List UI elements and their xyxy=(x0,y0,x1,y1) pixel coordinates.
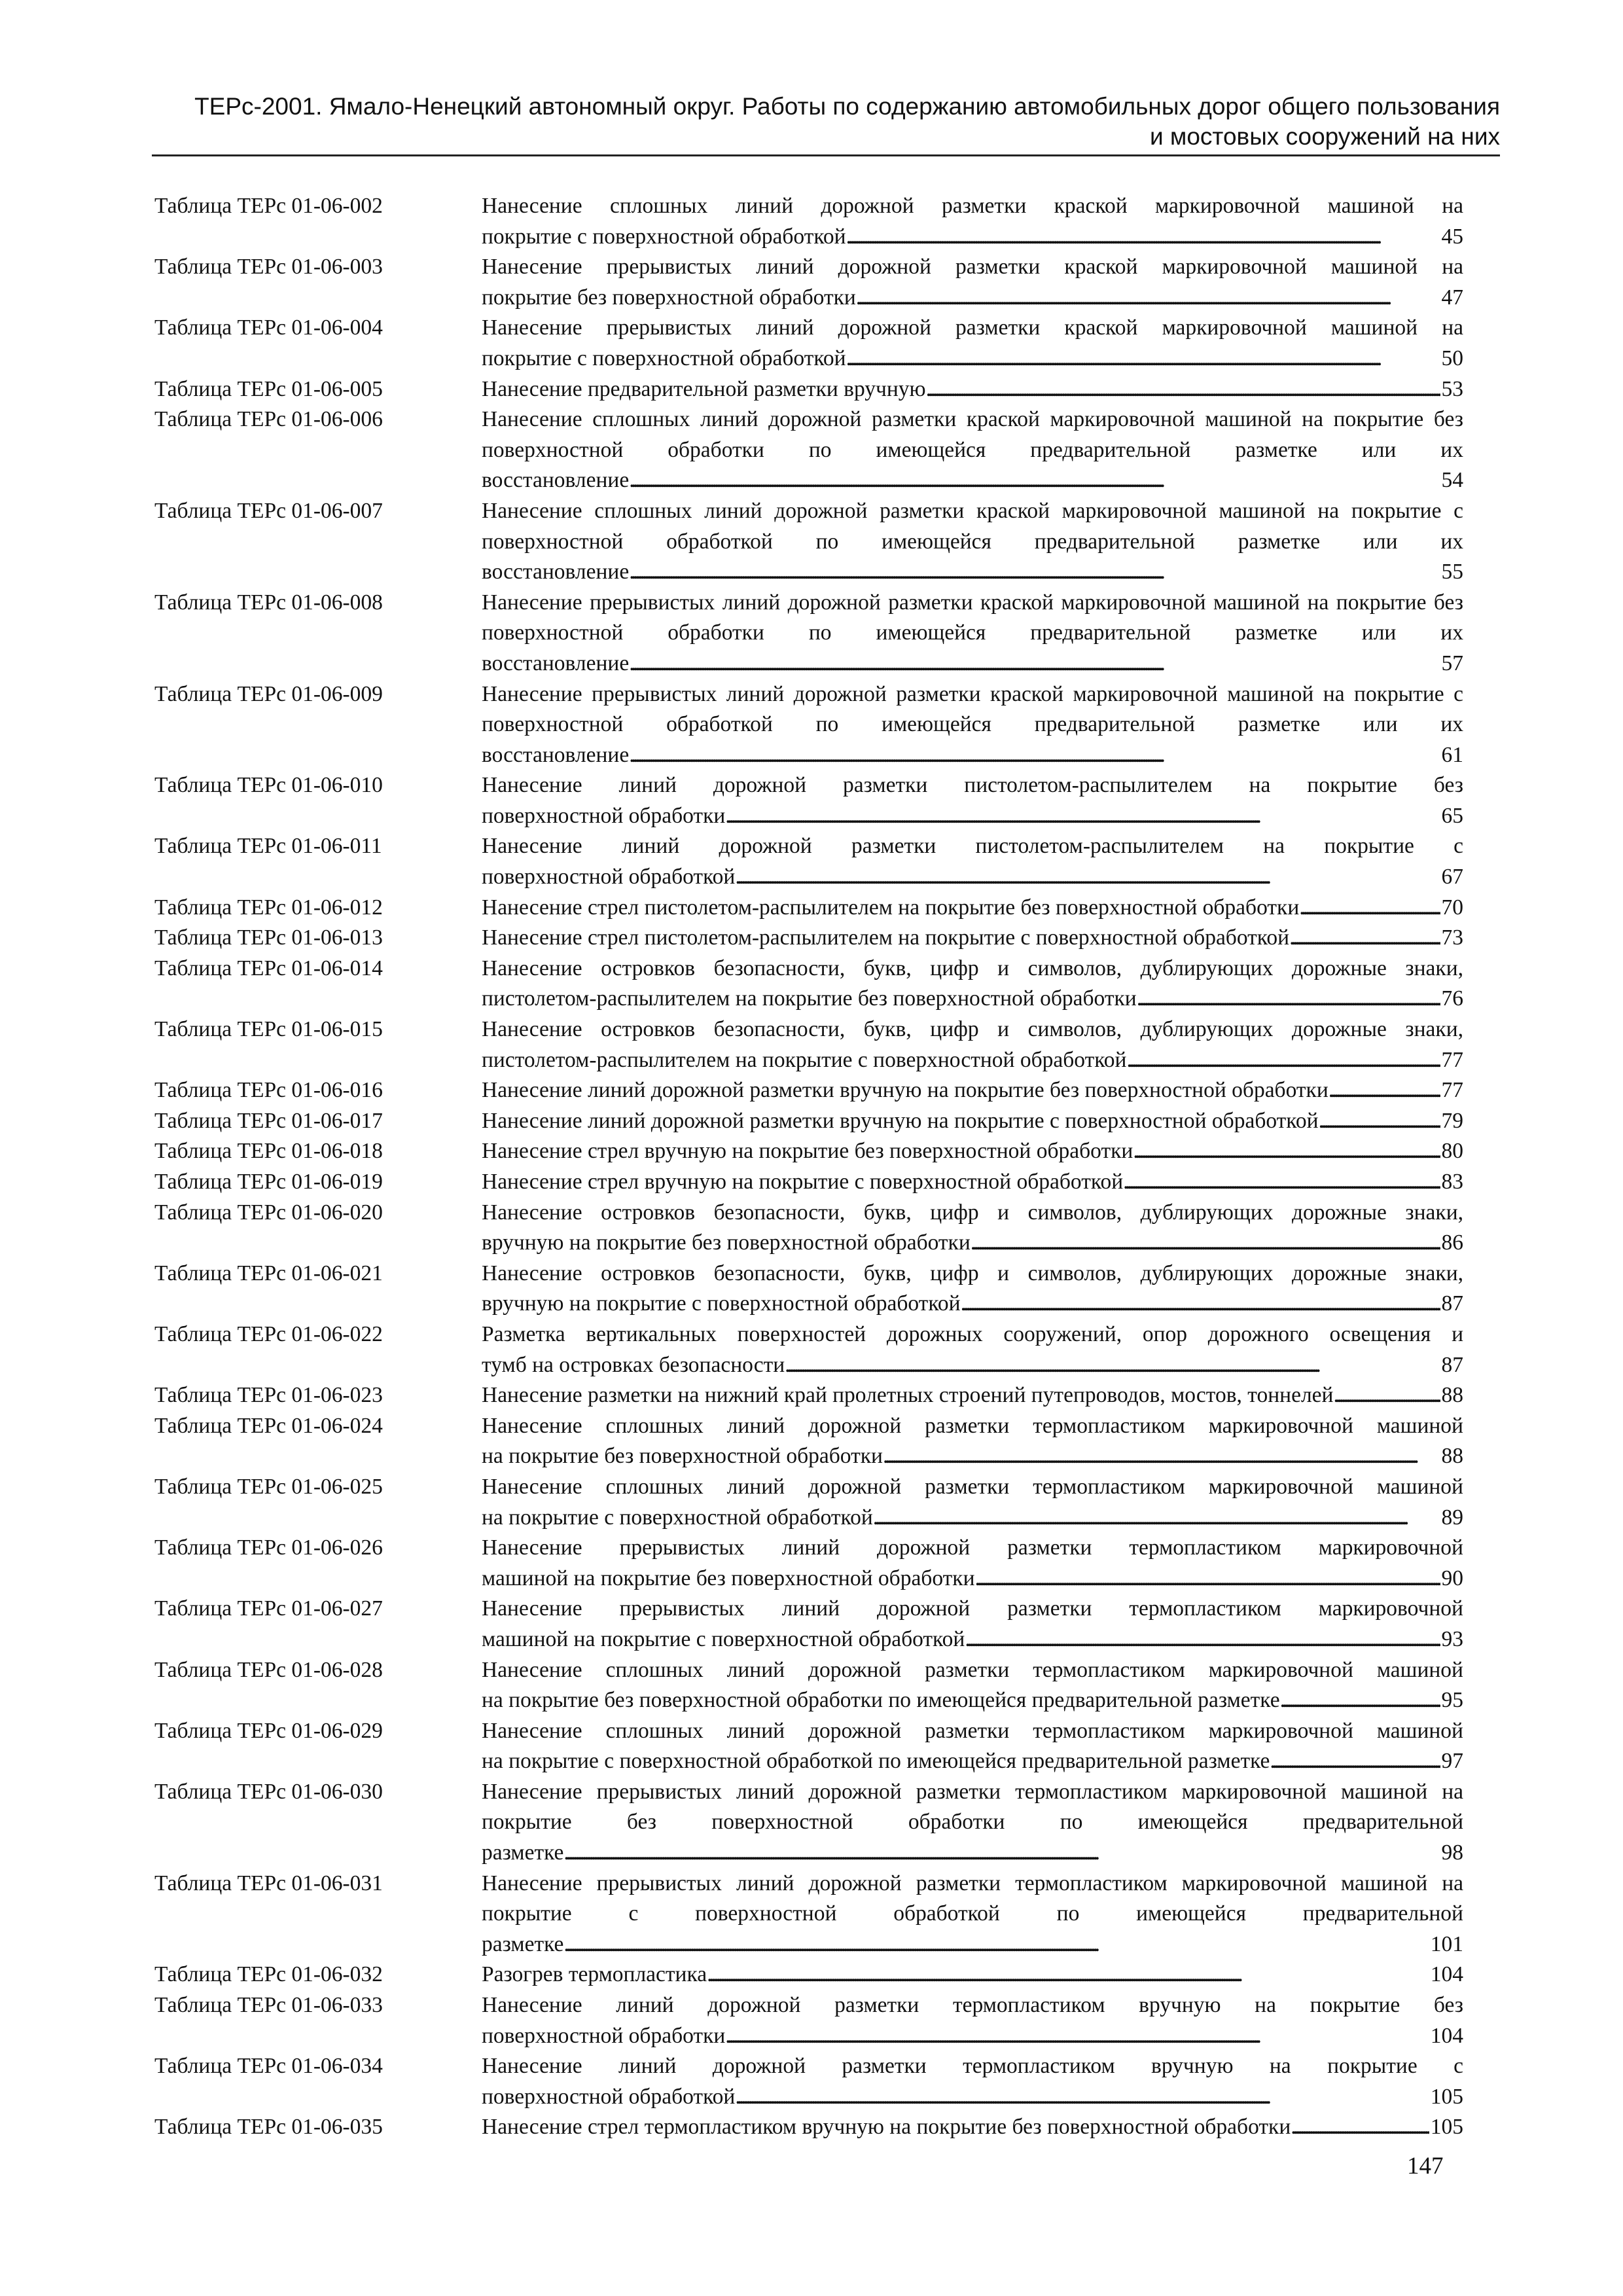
toc-entry-title xyxy=(482,1411,1463,1472)
toc-entry-code: Таблица ТЕРс 01-06-030 xyxy=(154,1779,383,1804)
toc-entry[interactable] xyxy=(154,1472,1463,1533)
dot-leader xyxy=(873,1503,1440,1534)
toc-entry[interactable] xyxy=(154,1198,1463,1259)
toc-entry-page[interactable]: 45 xyxy=(1441,224,1463,249)
toc-entry[interactable] xyxy=(154,1380,1463,1411)
dot-leader xyxy=(735,862,1440,893)
toc-entry-title xyxy=(482,1472,1463,1533)
toc-entry-title xyxy=(482,1106,1463,1137)
toc-entry-title-lead: Нанесение прерывистых линий дорожной разметки термопластиком маркировочной машиной на покрытие без поверхностной обработки по имеющейся предварительной xyxy=(482,1779,1463,1835)
toc-entry-title-last: Нанесение стрел вручную на покрытие с поверхностной обработкой xyxy=(482,1170,1124,1194)
toc-entry-code: Таблица ТЕРс 01-06-017 xyxy=(154,1108,383,1133)
toc-entry-code: Таблица ТЕРс 01-06-015 xyxy=(154,1017,383,1042)
toc-entry-title-lead: Разметка вертикальных поверхностей дорожных сооружений, опор дорожного освещения и xyxy=(482,1321,1463,1346)
toc-entry-code: Таблица ТЕРс 01-06-002 xyxy=(154,194,383,218)
toc-entry-title xyxy=(482,2051,1463,2112)
toc-entry-title-last: машиной на покрытие с поверхностной обработкой xyxy=(482,1626,965,1651)
toc-entry-code: Таблица ТЕРс 01-06-034 xyxy=(154,2054,383,2079)
toc-entry[interactable] xyxy=(154,1777,1463,1869)
toc-entry-page[interactable]: 97 xyxy=(1441,1749,1463,1774)
toc-entry-title-lead: Нанесение линий дорожной разметки пистолетом-распылителем на покрытие без xyxy=(482,773,1463,798)
toc-entry-code: Таблица ТЕРс 01-06-026 xyxy=(154,1535,383,1560)
toc-entry-page[interactable]: 104 xyxy=(1430,1962,1463,1987)
toc-entry-leader-line xyxy=(482,1960,1463,1990)
toc-entry[interactable] xyxy=(154,923,1463,954)
toc-entry-title-last: на покрытие без поверхностной обработки по имеющейся предварительной разметке xyxy=(482,1688,1280,1713)
toc-entry-page[interactable]: 79 xyxy=(1441,1108,1463,1133)
toc-entry-title-lead: Нанесение прерывистых линий дорожной разметки краской маркировочной машиной на xyxy=(482,255,1463,279)
toc-entry-code: Таблица ТЕРс 01-06-023 xyxy=(154,1383,383,1408)
toc-entry-title xyxy=(482,313,1463,374)
toc-entry-page[interactable]: 76 xyxy=(1441,986,1463,1011)
toc-entry-code: Таблица ТЕРс 01-06-020 xyxy=(154,1200,383,1225)
toc-entry-page[interactable]: 104 xyxy=(1430,2023,1463,2048)
header-line-1: ТЕРс-2001. Ямало-Ненецкий автономный округ. Работы по содержанию автомобильных дорог общего пользования xyxy=(194,93,1500,120)
toc-entry-title-last: тумб на островках безопасности xyxy=(482,1352,785,1377)
dot-leader xyxy=(563,1929,1429,1960)
toc-entry-code: Таблица ТЕРс 01-06-007 xyxy=(154,498,383,523)
toc-entry-title xyxy=(482,588,1463,679)
toc-entry-leader-line xyxy=(482,1380,1463,1411)
toc-entry-title-last: пистолетом-распылителем на покрытие без поверхностной обработки xyxy=(482,986,1137,1011)
toc-entry[interactable] xyxy=(154,1075,1463,1106)
toc-entry-title xyxy=(482,770,1463,831)
toc-entry-title-lead: Нанесение линий дорожной разметки термопластиком вручную на покрытие без xyxy=(482,1993,1463,2018)
toc-entry-title xyxy=(482,1777,1463,1869)
dot-leader xyxy=(629,740,1440,771)
toc-entry-title xyxy=(482,1960,1463,1990)
dot-leader xyxy=(1319,1106,1440,1137)
toc-entry[interactable] xyxy=(154,1167,1463,1198)
dot-leader xyxy=(961,1289,1440,1319)
dot-leader xyxy=(1280,1685,1440,1716)
toc-entry-title-last: Нанесение линий дорожной разметки вручную на покрытие с поверхностной обработкой xyxy=(482,1108,1319,1133)
toc-entry-title-last: поверхностной обработки xyxy=(482,2023,726,2048)
toc-entry-title-last: вручную на покрытие без поверхностной обработки xyxy=(482,1230,971,1255)
toc-entry-title-last: машиной на покрытие без поверхностной обработки xyxy=(482,1566,975,1590)
toc-entry-code: Таблица ТЕРс 01-06-009 xyxy=(154,681,383,706)
toc-entry-leader-line xyxy=(482,1289,1463,1319)
toc-entry-leader-line xyxy=(482,893,1463,924)
toc-entry-title xyxy=(482,1259,1463,1319)
toc-entry-title-last: разметке xyxy=(482,1931,564,1956)
toc-entry[interactable] xyxy=(154,1411,1463,1472)
toc-entry-page[interactable]: 90 xyxy=(1441,1566,1463,1590)
toc-entry-leader-line xyxy=(482,344,1463,374)
toc-entry-title xyxy=(482,496,1463,588)
toc-entry-title-last: восстановление xyxy=(482,560,630,584)
toc-entry-title-lead: Нанесение островков безопасности, букв, цифр и символов, дублирующих дорожные знаки, xyxy=(482,1017,1463,1042)
toc-entry-title-lead: Нанесение сплошных линий дорожной разметки термопластиком маркировочной машиной xyxy=(482,1474,1463,1499)
toc-entry-title-lead: Нанесение сплошных линий дорожной разметки краской маркировочной машиной на покрытие без поверхностной обработки по имеющейся предварительной разметке или их xyxy=(482,407,1463,462)
toc-entry-code: Таблица ТЕРс 01-06-008 xyxy=(154,590,383,615)
dot-leader xyxy=(725,2021,1429,2052)
dot-leader xyxy=(1289,923,1440,954)
toc-entry-title-last: на покрытие без поверхностной обработки xyxy=(482,1444,883,1469)
toc-entry-code: Таблица ТЕРс 01-06-032 xyxy=(154,1962,383,1987)
toc-entry-title-last: пистолетом-распылителем на покрытие с поверхностной обработкой xyxy=(482,1047,1127,1072)
toc-entry[interactable] xyxy=(154,1533,1463,1594)
toc-entry-title-lead: Нанесение островков безопасности, букв, цифр и символов, дублирующих дорожные знаки, xyxy=(482,956,1463,980)
toc-entry-title xyxy=(482,1014,1463,1075)
toc-entry-title-lead: Нанесение сплошных линий дорожной разметки термопластиком маркировочной машиной xyxy=(482,1413,1463,1438)
dot-leader xyxy=(926,374,1440,405)
toc-entry[interactable] xyxy=(154,404,1463,496)
toc-entry[interactable] xyxy=(154,191,1463,252)
dot-leader xyxy=(735,2082,1429,2113)
toc-entry-code: Таблица ТЕРс 01-06-033 xyxy=(154,1993,383,2018)
toc-entry-title-last: покрытие с поверхностной обработкой xyxy=(482,224,846,249)
toc-entry[interactable] xyxy=(154,313,1463,374)
toc-entry-code: Таблица ТЕРс 01-06-025 xyxy=(154,1474,383,1499)
toc-entry-title-last: вручную на покрытие с поверхностной обработкой xyxy=(482,1291,961,1316)
toc-entry-title xyxy=(482,954,1463,1014)
dot-leader xyxy=(1127,1045,1440,1076)
toc-entry[interactable] xyxy=(154,1259,1463,1319)
toc-entry-page[interactable]: 57 xyxy=(1441,651,1463,675)
toc-entry-title-last: восстановление xyxy=(482,651,630,675)
toc-entry-title xyxy=(482,831,1463,892)
toc-entry-leader-line xyxy=(482,1441,1463,1472)
toc-entry-leader-line xyxy=(482,1746,1463,1777)
toc-entry-leader-line xyxy=(482,557,1463,588)
toc-entry-leader-line xyxy=(482,1685,1463,1716)
toc-entry[interactable] xyxy=(154,1319,1463,1380)
toc-entry-page[interactable]: 95 xyxy=(1441,1688,1463,1713)
toc-entry-title-last: поверхностной обработкой xyxy=(482,865,736,889)
toc-entry-page[interactable]: 53 xyxy=(1441,376,1463,401)
toc-entry-page[interactable]: 61 xyxy=(1441,742,1463,767)
toc-entry[interactable] xyxy=(154,1990,1463,2051)
toc-entry[interactable] xyxy=(154,954,1463,1014)
toc-entry-page[interactable]: 80 xyxy=(1441,1139,1463,1164)
toc-entry-title-lead: Нанесение линий дорожной разметки термопластиком вручную на покрытие с xyxy=(482,2054,1463,2079)
toc-entry-leader-line xyxy=(482,1075,1463,1106)
toc-entry[interactable] xyxy=(154,1594,1463,1655)
toc-entry-title-last: Нанесение разметки на нижний край пролетных строений путепроводов, мостов, тоннелей xyxy=(482,1383,1334,1408)
toc-entry-leader-line xyxy=(482,222,1463,253)
toc-entry-code: Таблица ТЕРс 01-06-003 xyxy=(154,255,383,279)
toc-entry-title-lead: Нанесение островков безопасности, букв, цифр и символов, дублирующих дорожные знаки, xyxy=(482,1200,1463,1225)
toc-entry[interactable] xyxy=(154,1960,1463,1990)
toc-entry-code: Таблица ТЕРс 01-06-012 xyxy=(154,895,383,920)
toc-entry-page[interactable]: 83 xyxy=(1441,1170,1463,1194)
toc-entry[interactable] xyxy=(154,252,1463,313)
toc-entry-title-lead: Нанесение прерывистых линий дорожной разметки термопластиком маркировочной машиной на покрытие с поверхностной обработкой по имеющейся предварительной xyxy=(482,1871,1463,1926)
toc-entry-leader-line xyxy=(482,1228,1463,1259)
toc-entry[interactable] xyxy=(154,588,1463,679)
toc-entry-code: Таблица ТЕРс 01-06-018 xyxy=(154,1139,383,1164)
dot-leader xyxy=(856,283,1440,314)
dot-leader xyxy=(846,222,1440,253)
toc-entry[interactable] xyxy=(154,1716,1463,1777)
toc-entry-code: Таблица ТЕРс 01-06-005 xyxy=(154,376,383,401)
toc-entry-page[interactable]: 89 xyxy=(1441,1505,1463,1530)
toc-entry[interactable] xyxy=(154,679,1463,771)
toc-entry[interactable] xyxy=(154,2112,1463,2143)
toc-entry-title-lead: Нанесение прерывистых линий дорожной разметки краской маркировочной машиной на покрытие с поверхностной обработкой по имеющейся предварительной разметке или их xyxy=(482,681,1463,737)
toc-entry-title xyxy=(482,1716,1463,1777)
toc-entry-title xyxy=(482,404,1463,496)
toc-entry-leader-line xyxy=(482,1929,1463,1960)
table-of-contents xyxy=(154,191,1463,2143)
toc-entry-title xyxy=(482,1167,1463,1198)
toc-entry-code: Таблица ТЕРс 01-06-019 xyxy=(154,1170,383,1194)
toc-entry-title-last: Нанесение линий дорожной разметки вручную на покрытие без поверхностной обработки xyxy=(482,1078,1329,1103)
toc-entry-leader-line xyxy=(482,1624,1463,1655)
toc-entry-code: Таблица ТЕРс 01-06-016 xyxy=(154,1078,383,1103)
toc-entry-leader-line xyxy=(482,1045,1463,1076)
toc-entry-leader-line xyxy=(482,984,1463,1014)
toc-entry-title-last: Нанесение стрел термопластиком вручную на покрытие без поверхностной обработки xyxy=(482,2115,1291,2140)
toc-entry-leader-line xyxy=(482,1167,1463,1198)
toc-entry-leader-line xyxy=(482,2021,1463,2052)
dot-leader xyxy=(629,465,1440,496)
toc-entry-code: Таблица ТЕРс 01-06-035 xyxy=(154,2115,383,2140)
dot-leader xyxy=(785,1350,1440,1381)
toc-entry-title-lead: Нанесение прерывистых линий дорожной разметки краской маркировочной машиной на xyxy=(482,315,1463,340)
toc-entry-code: Таблица ТЕРс 01-06-022 xyxy=(154,1321,383,1346)
toc-entry-title-lead: Нанесение прерывистых линий дорожной разметки термопластиком маркировочной xyxy=(482,1596,1463,1621)
toc-entry-leader-line xyxy=(482,862,1463,893)
toc-entry-title-lead: Нанесение сплошных линий дорожной разметки краской маркировочной машиной на покрытие с поверхностной обработкой по имеющейся предварительной разметке или их xyxy=(482,498,1463,554)
toc-entry-title xyxy=(482,1136,1463,1167)
toc-entry-page[interactable]: 88 xyxy=(1441,1383,1463,1408)
header-line-2: и мостовых сооружений на них xyxy=(1149,123,1500,150)
toc-entry-leader-line xyxy=(482,923,1463,954)
toc-entry-title-lead: Нанесение островков безопасности, букв, цифр и символов, дублирующих дорожные знаки, xyxy=(482,1261,1463,1285)
toc-entry-title xyxy=(482,2112,1463,2143)
toc-entry-title xyxy=(482,1198,1463,1259)
toc-entry[interactable] xyxy=(154,496,1463,588)
toc-entry-title xyxy=(482,923,1463,954)
toc-entry-title-lead: Нанесение сплошных линий дорожной разметки термопластиком маркировочной машиной xyxy=(482,1657,1463,1682)
toc-entry-page[interactable]: 50 xyxy=(1441,346,1463,370)
toc-entry-code: Таблица ТЕРс 01-06-029 xyxy=(154,1718,383,1743)
toc-entry[interactable] xyxy=(154,1869,1463,1960)
toc-entry-page[interactable]: 105 xyxy=(1430,2084,1463,2109)
toc-entry-title xyxy=(482,1594,1463,1655)
dot-leader xyxy=(707,1960,1429,1990)
toc-entry-title xyxy=(482,191,1463,252)
toc-entry-title-last: Разогрев термопластика xyxy=(482,1962,707,1987)
toc-entry-code: Таблица ТЕРс 01-06-021 xyxy=(154,1261,383,1285)
toc-entry-page[interactable]: 77 xyxy=(1441,1047,1463,1072)
toc-entry-title-last: разметке xyxy=(482,1840,564,1865)
dot-leader xyxy=(1270,1746,1440,1777)
toc-entry-code: Таблица ТЕРс 01-06-013 xyxy=(154,925,383,950)
toc-entry-title-last: на покрытие с поверхностной обработкой xyxy=(482,1505,873,1530)
toc-entry-title-last: покрытие без поверхностной обработки xyxy=(482,285,856,310)
toc-entry-leader-line xyxy=(482,465,1463,496)
toc-entry-title-lead: Нанесение сплошных линий дорожной разметки краской маркировочной машиной на xyxy=(482,194,1463,218)
toc-entry[interactable] xyxy=(154,770,1463,831)
toc-entry-page[interactable]: 47 xyxy=(1441,285,1463,310)
toc-entry-title-last: покрытие с поверхностной обработкой xyxy=(482,346,846,370)
toc-entry-title xyxy=(482,1075,1463,1106)
toc-entry-leader-line xyxy=(482,740,1463,771)
toc-entry-page[interactable]: 77 xyxy=(1441,1078,1463,1103)
toc-entry-title-last: поверхностной обработки xyxy=(482,803,726,828)
toc-entry-leader-line xyxy=(482,1503,1463,1534)
toc-entry-code: Таблица ТЕРс 01-06-011 xyxy=(154,834,382,859)
toc-entry-leader-line xyxy=(482,1136,1463,1167)
toc-entry-title-last: Нанесение стрел вручную на покрытие без поверхностной обработки xyxy=(482,1139,1133,1164)
toc-entry-title xyxy=(482,1319,1463,1380)
toc-entry-page[interactable]: 65 xyxy=(1441,803,1463,828)
toc-entry-page[interactable]: 101 xyxy=(1430,1931,1463,1956)
toc-entry-title-last: восстановление xyxy=(482,468,630,493)
toc-entry-page[interactable]: 88 xyxy=(1441,1444,1463,1469)
dot-leader xyxy=(965,1624,1440,1655)
toc-entry[interactable] xyxy=(154,374,1463,405)
toc-entry-code: Таблица ТЕРс 01-06-027 xyxy=(154,1596,383,1621)
toc-entry-code: Таблица ТЕРс 01-06-024 xyxy=(154,1413,383,1438)
page-number: 147 xyxy=(1407,2153,1444,2179)
toc-entry-title-last: восстановление xyxy=(482,742,630,767)
toc-entry-code: Таблица ТЕРс 01-06-006 xyxy=(154,407,383,432)
toc-entry-page[interactable]: 67 xyxy=(1441,865,1463,889)
toc-entry-leader-line xyxy=(482,1838,1463,1869)
toc-entry-page[interactable]: 93 xyxy=(1441,1626,1463,1651)
toc-entry-leader-line xyxy=(482,2082,1463,2113)
dot-leader xyxy=(1133,1136,1440,1167)
toc-entry-page[interactable]: 70 xyxy=(1441,895,1463,920)
toc-entry-page[interactable]: 87 xyxy=(1441,1291,1463,1316)
running-header xyxy=(152,92,1500,156)
toc-entry-title xyxy=(482,1533,1463,1594)
dot-leader xyxy=(1137,984,1440,1014)
dot-leader xyxy=(1123,1167,1440,1198)
toc-entry[interactable] xyxy=(154,1106,1463,1137)
toc-entry-title xyxy=(482,252,1463,313)
toc-entry[interactable] xyxy=(154,2051,1463,2112)
toc-entry-code: Таблица ТЕРс 01-06-031 xyxy=(154,1871,383,1895)
toc-entry-title-last: Нанесение стрел пистолетом-распылителем на покрытие с поверхностной обработкой xyxy=(482,925,1290,950)
toc-entry-leader-line xyxy=(482,1106,1463,1137)
dot-leader xyxy=(1291,2112,1429,2143)
toc-entry-title-lead: Нанесение прерывистых линий дорожной разметки краской маркировочной машиной на покрытие без поверхностной обработки по имеющейся предварительной разметке или их xyxy=(482,590,1463,645)
toc-entry[interactable] xyxy=(154,1136,1463,1167)
toc-entry-leader-line xyxy=(482,2112,1463,2143)
toc-entry-title xyxy=(482,374,1463,405)
toc-entry-title-last: на покрытие с поверхностной обработкой по имеющейся предварительной разметке xyxy=(482,1749,1270,1774)
toc-entry-title xyxy=(482,1869,1463,1960)
toc-entry-title-lead: Нанесение линий дорожной разметки пистолетом-распылителем на покрытие с xyxy=(482,834,1463,859)
toc-entry-leader-line xyxy=(482,1350,1463,1381)
toc-entry-title xyxy=(482,1990,1463,2051)
toc-entry-page[interactable]: 98 xyxy=(1441,1840,1463,1865)
toc-entry-page[interactable]: 55 xyxy=(1441,560,1463,584)
toc-entry-title-lead: Нанесение прерывистых линий дорожной разметки термопластиком маркировочной xyxy=(482,1535,1463,1560)
toc-entry-page[interactable]: 105 xyxy=(1430,2115,1463,2140)
dot-leader xyxy=(1299,893,1440,924)
toc-entry-leader-line xyxy=(482,649,1463,679)
toc-entry-code: Таблица ТЕРс 01-06-014 xyxy=(154,956,383,980)
toc-entry-title-last: поверхностной обработкой xyxy=(482,2084,736,2109)
toc-entry-title xyxy=(482,1655,1463,1716)
toc-entry[interactable] xyxy=(154,1655,1463,1716)
dot-leader xyxy=(629,557,1440,588)
toc-entry-page[interactable]: 86 xyxy=(1441,1230,1463,1255)
dot-leader xyxy=(971,1228,1440,1259)
toc-entry-leader-line xyxy=(482,1564,1463,1594)
toc-entry-leader-line xyxy=(482,374,1463,405)
toc-entry-leader-line xyxy=(482,801,1463,832)
toc-entry-page[interactable]: 73 xyxy=(1441,925,1463,950)
toc-entry-title-last: Нанесение стрел пистолетом-распылителем на покрытие без поверхностной обработки xyxy=(482,895,1300,920)
toc-entry-page[interactable]: 87 xyxy=(1441,1352,1463,1377)
toc-entry-page[interactable]: 54 xyxy=(1441,468,1463,493)
dot-leader xyxy=(975,1564,1440,1594)
toc-entry-code: Таблица ТЕРс 01-06-028 xyxy=(154,1657,383,1682)
dot-leader xyxy=(846,344,1440,374)
toc-entry-code: Таблица ТЕРс 01-06-004 xyxy=(154,315,383,340)
dot-leader xyxy=(1333,1380,1440,1411)
dot-leader xyxy=(629,649,1440,679)
toc-entry-title xyxy=(482,679,1463,771)
toc-entry-title-lead: Нанесение сплошных линий дорожной разметки термопластиком маркировочной машиной xyxy=(482,1718,1463,1743)
dot-leader xyxy=(1329,1075,1440,1106)
dot-leader xyxy=(883,1441,1440,1472)
toc-entry-title xyxy=(482,893,1463,924)
toc-entry[interactable] xyxy=(154,831,1463,892)
toc-entry[interactable] xyxy=(154,1014,1463,1075)
toc-entry-title-last: Нанесение предварительной разметки вручную xyxy=(482,376,926,401)
toc-entry-code: Таблица ТЕРс 01-06-010 xyxy=(154,773,383,798)
dot-leader xyxy=(563,1838,1440,1869)
dot-leader xyxy=(725,801,1440,832)
toc-entry-title xyxy=(482,1380,1463,1411)
toc-entry-leader-line xyxy=(482,283,1463,314)
toc-entry[interactable] xyxy=(154,893,1463,924)
